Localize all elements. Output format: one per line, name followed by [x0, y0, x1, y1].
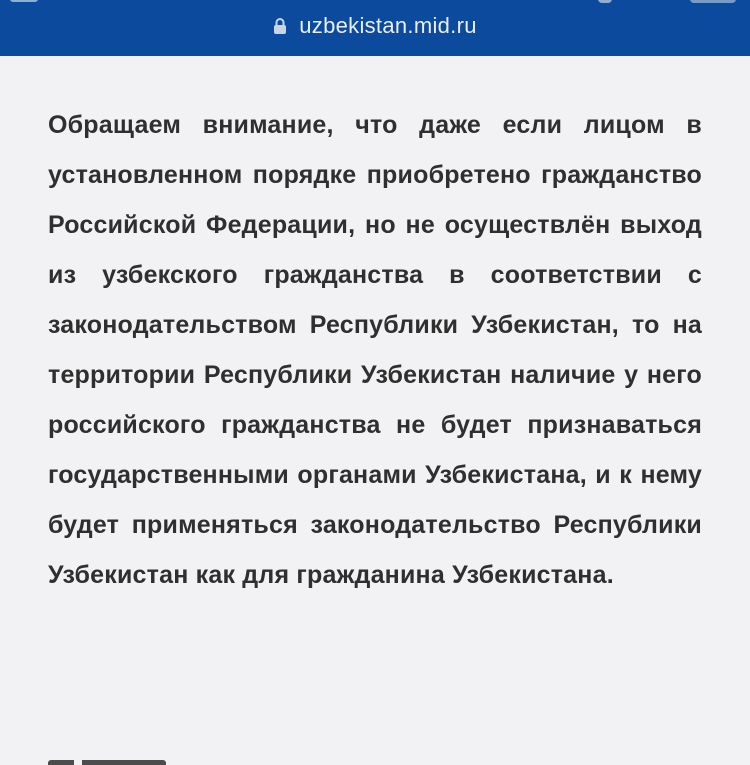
notice-paragraph: Обращаем внимание, что даже если лицом в установленном порядке приобретено гражданство Российской Федерации, но не осуществлён выход из узбекского гражданства в соответствии с законодательством Республики Узбекистан, то на территории Республики Узбекистан наличие у него российского гражданства не будет признаваться государственными органами Узбекистана, и к нему будет применяться законодательство Республики Узбекистан как для гражданина Узбекистана.	[48, 111, 702, 589]
status-bar-indicator-icon	[598, 0, 612, 3]
url-text: uzbekistan.mid.ru	[299, 13, 477, 38]
url-display[interactable]	[0, 12, 750, 40]
next-paragraph-partial	[48, 742, 702, 765]
status-bar-signal-icon	[10, 0, 38, 2]
cut-off-text-fragment	[48, 760, 166, 765]
status-bar-battery-icon	[690, 0, 736, 3]
browser-address-bar[interactable]	[0, 0, 750, 56]
lock-icon	[273, 17, 287, 35]
article-content	[48, 100, 702, 600]
